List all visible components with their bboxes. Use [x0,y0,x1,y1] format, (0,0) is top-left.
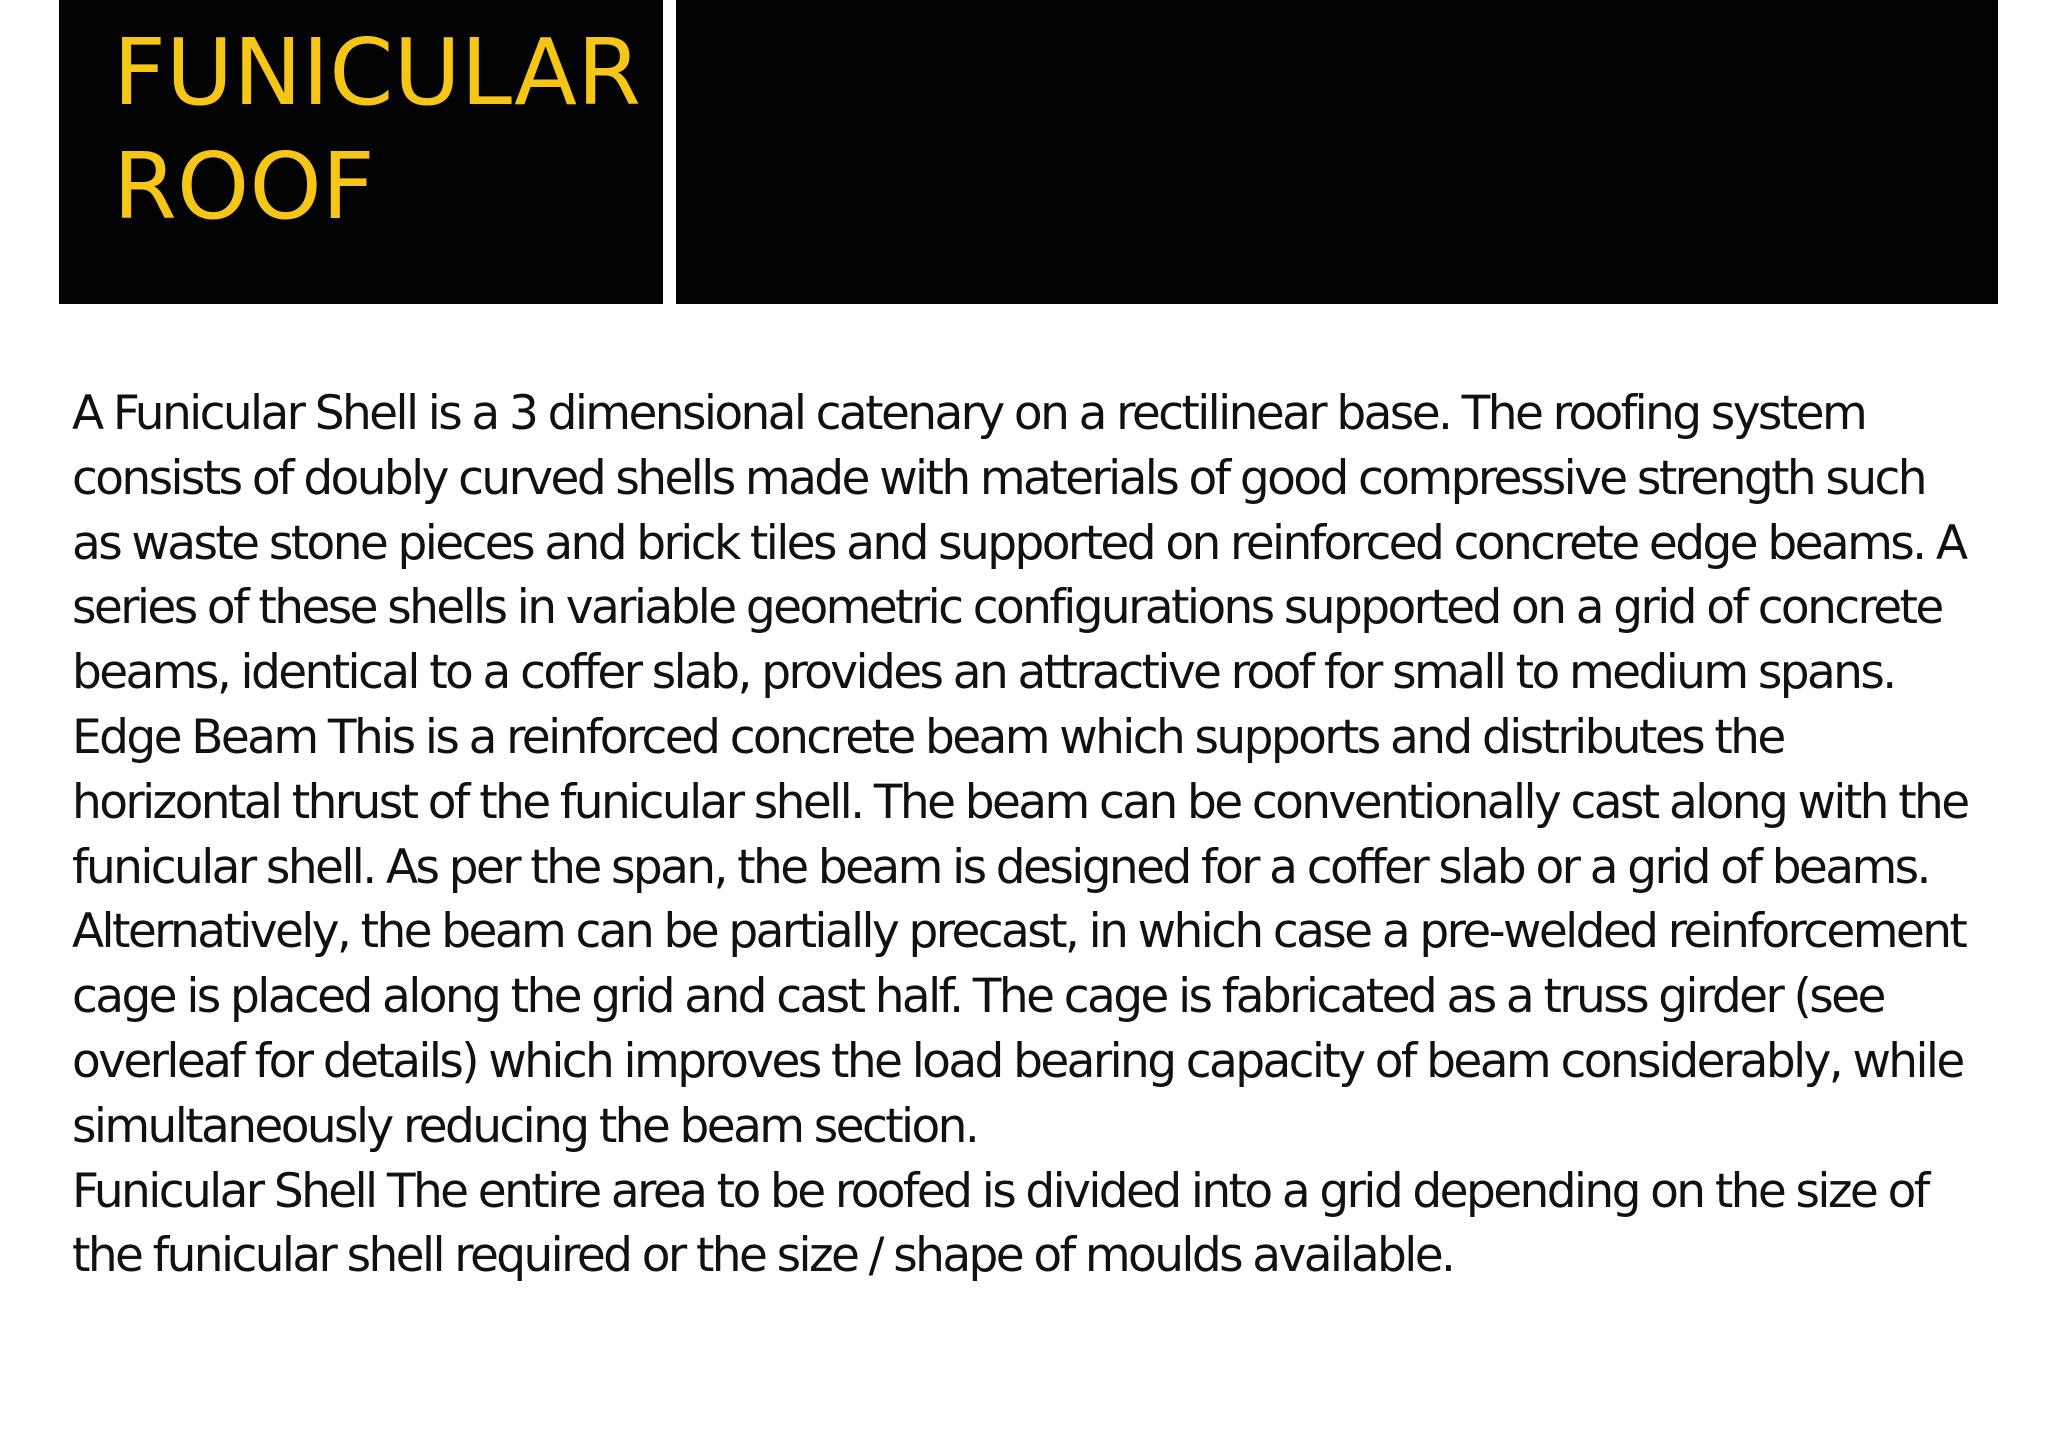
paragraph-edge-beam: Edge Beam This is a reinforced concrete beam which supports and distributes the horizontal thrust of the funicular shell. The beam can be conventionally cast along with the funicular shell. As per the span, the beam is designed for a coffer slab or a grid of beams. Alternatively, the beam can be partially precast, in which case a pre-welded reinforcement cage is placed along the grid and cast half. The cage is fabricated as a truss girder (see overleaf for details) which improves the load bearing capacity of beam considerably, while simultaneously reducing the beam section. [72,709,1968,1154]
header-bar [676,0,1998,304]
page-title-line-2: ROOF [113,133,375,240]
page-title [113,16,641,244]
paragraph-funicular-shell-intro: A Funicular Shell is a 3 dimensional catenary on a rectilinear base. The roofing system consists of doubly curved shells made with materials of good compressive strength such as waste stone pieces and brick tiles and supported on reinforced concrete edge beams. A series of these shells in variable geometric configurations supported on a grid of concrete beams, identical to a coffer slab, provides an attractive roof for small to medium spans. [72,386,1966,701]
page-title-line-1: FUNICULAR [113,19,642,126]
body-text [72,382,1972,1289]
paragraph-funicular-shell: Funicular Shell The entire area to be roofed is divided into a grid depending on the size of the funicular shell required or the size / shape of moulds available. [72,1163,1928,1284]
